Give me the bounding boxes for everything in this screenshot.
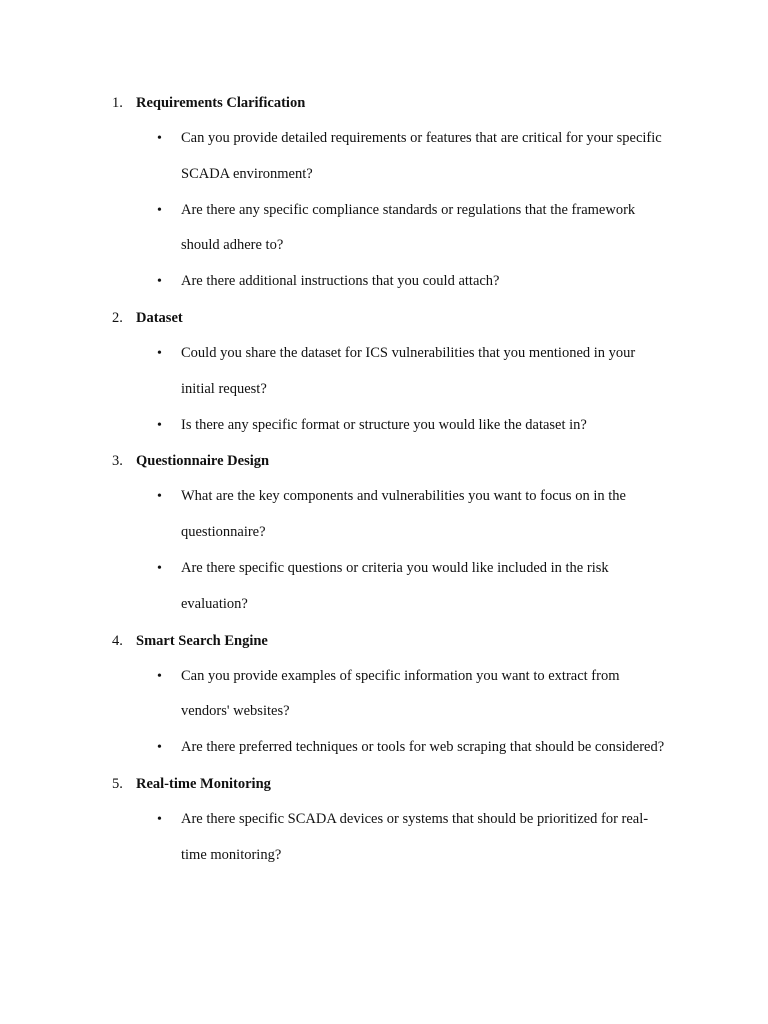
section-heading (0, 766, 768, 802)
bullet-icon: • (157, 345, 162, 361)
section-number: 1. (112, 95, 123, 111)
section-title: Real-time Monitoring (136, 775, 271, 792)
bullet-text: Are there specific questions or criteria you would like included in the risk evaluation? (181, 559, 609, 612)
bullet-icon: • (157, 811, 162, 827)
bullet-icon: • (157, 740, 162, 756)
bullet-list (0, 659, 768, 766)
bullet-text: What are the key components and vulnerabilities you want to focus on in the questionnaire? (181, 488, 626, 541)
bullet-text: Are there specific SCADA devices or systems that should be prioritized for real-time monitoring? (181, 810, 649, 863)
bullet-icon: • (157, 274, 162, 290)
bullet-list (0, 479, 768, 622)
document-page (0, 85, 768, 874)
bullet-text: Are there preferred techniques or tools for web scraping that should be considered? (181, 739, 665, 756)
bullet-icon: • (157, 202, 162, 218)
bullet-icon: • (157, 668, 162, 684)
section-heading (0, 85, 768, 121)
list-item (0, 479, 768, 551)
bullet-list (0, 336, 768, 443)
bullet-text: Are there additional instructions that you could attach? (181, 273, 500, 290)
bullet-icon: • (157, 131, 162, 146)
bullet-list (0, 802, 768, 874)
section-title: Requirements Clarification (136, 95, 306, 111)
section-questionnaire-design (0, 443, 768, 622)
list-item (0, 121, 768, 193)
list-item (0, 193, 768, 265)
section-number: 4. (112, 632, 123, 649)
section-number: 5. (112, 775, 123, 792)
list-item (0, 264, 768, 300)
section-title: Smart Search Engine (136, 632, 268, 649)
section-smart-search-engine (0, 623, 768, 766)
bullet-icon: • (157, 417, 162, 433)
section-number: 2. (112, 309, 123, 326)
section-dataset (0, 300, 768, 443)
section-heading (0, 623, 768, 659)
section-heading (0, 300, 768, 336)
section-real-time-monitoring (0, 766, 768, 874)
list-item (0, 551, 768, 623)
list-item (0, 408, 768, 444)
section-number: 3. (112, 453, 123, 470)
bullet-text: Can you provide detailed requirements or features that are critical for your specific SCADA environment? (181, 130, 662, 182)
list-item (0, 336, 768, 408)
bullet-text: Are there any specific compliance standards or regulations that the framework should adhere to? (181, 201, 636, 254)
bullet-text: Is there any specific format or structure you would like the dataset in? (181, 416, 587, 433)
section-heading (0, 443, 768, 479)
list-item (0, 802, 768, 874)
bullet-icon: • (157, 489, 162, 505)
bullet-list (0, 121, 768, 300)
section-title: Dataset (136, 309, 183, 326)
list-item (0, 730, 768, 766)
bullet-text: Can you provide examples of specific information you want to extract from vendors' websites? (181, 667, 620, 720)
section-title: Questionnaire Design (136, 453, 270, 470)
list-item (0, 659, 768, 731)
section-requirements-clarification (0, 85, 768, 300)
bullet-icon: • (157, 560, 162, 576)
bullet-text: Could you share the dataset for ICS vulnerabilities that you mentioned in your initial request? (181, 344, 636, 397)
